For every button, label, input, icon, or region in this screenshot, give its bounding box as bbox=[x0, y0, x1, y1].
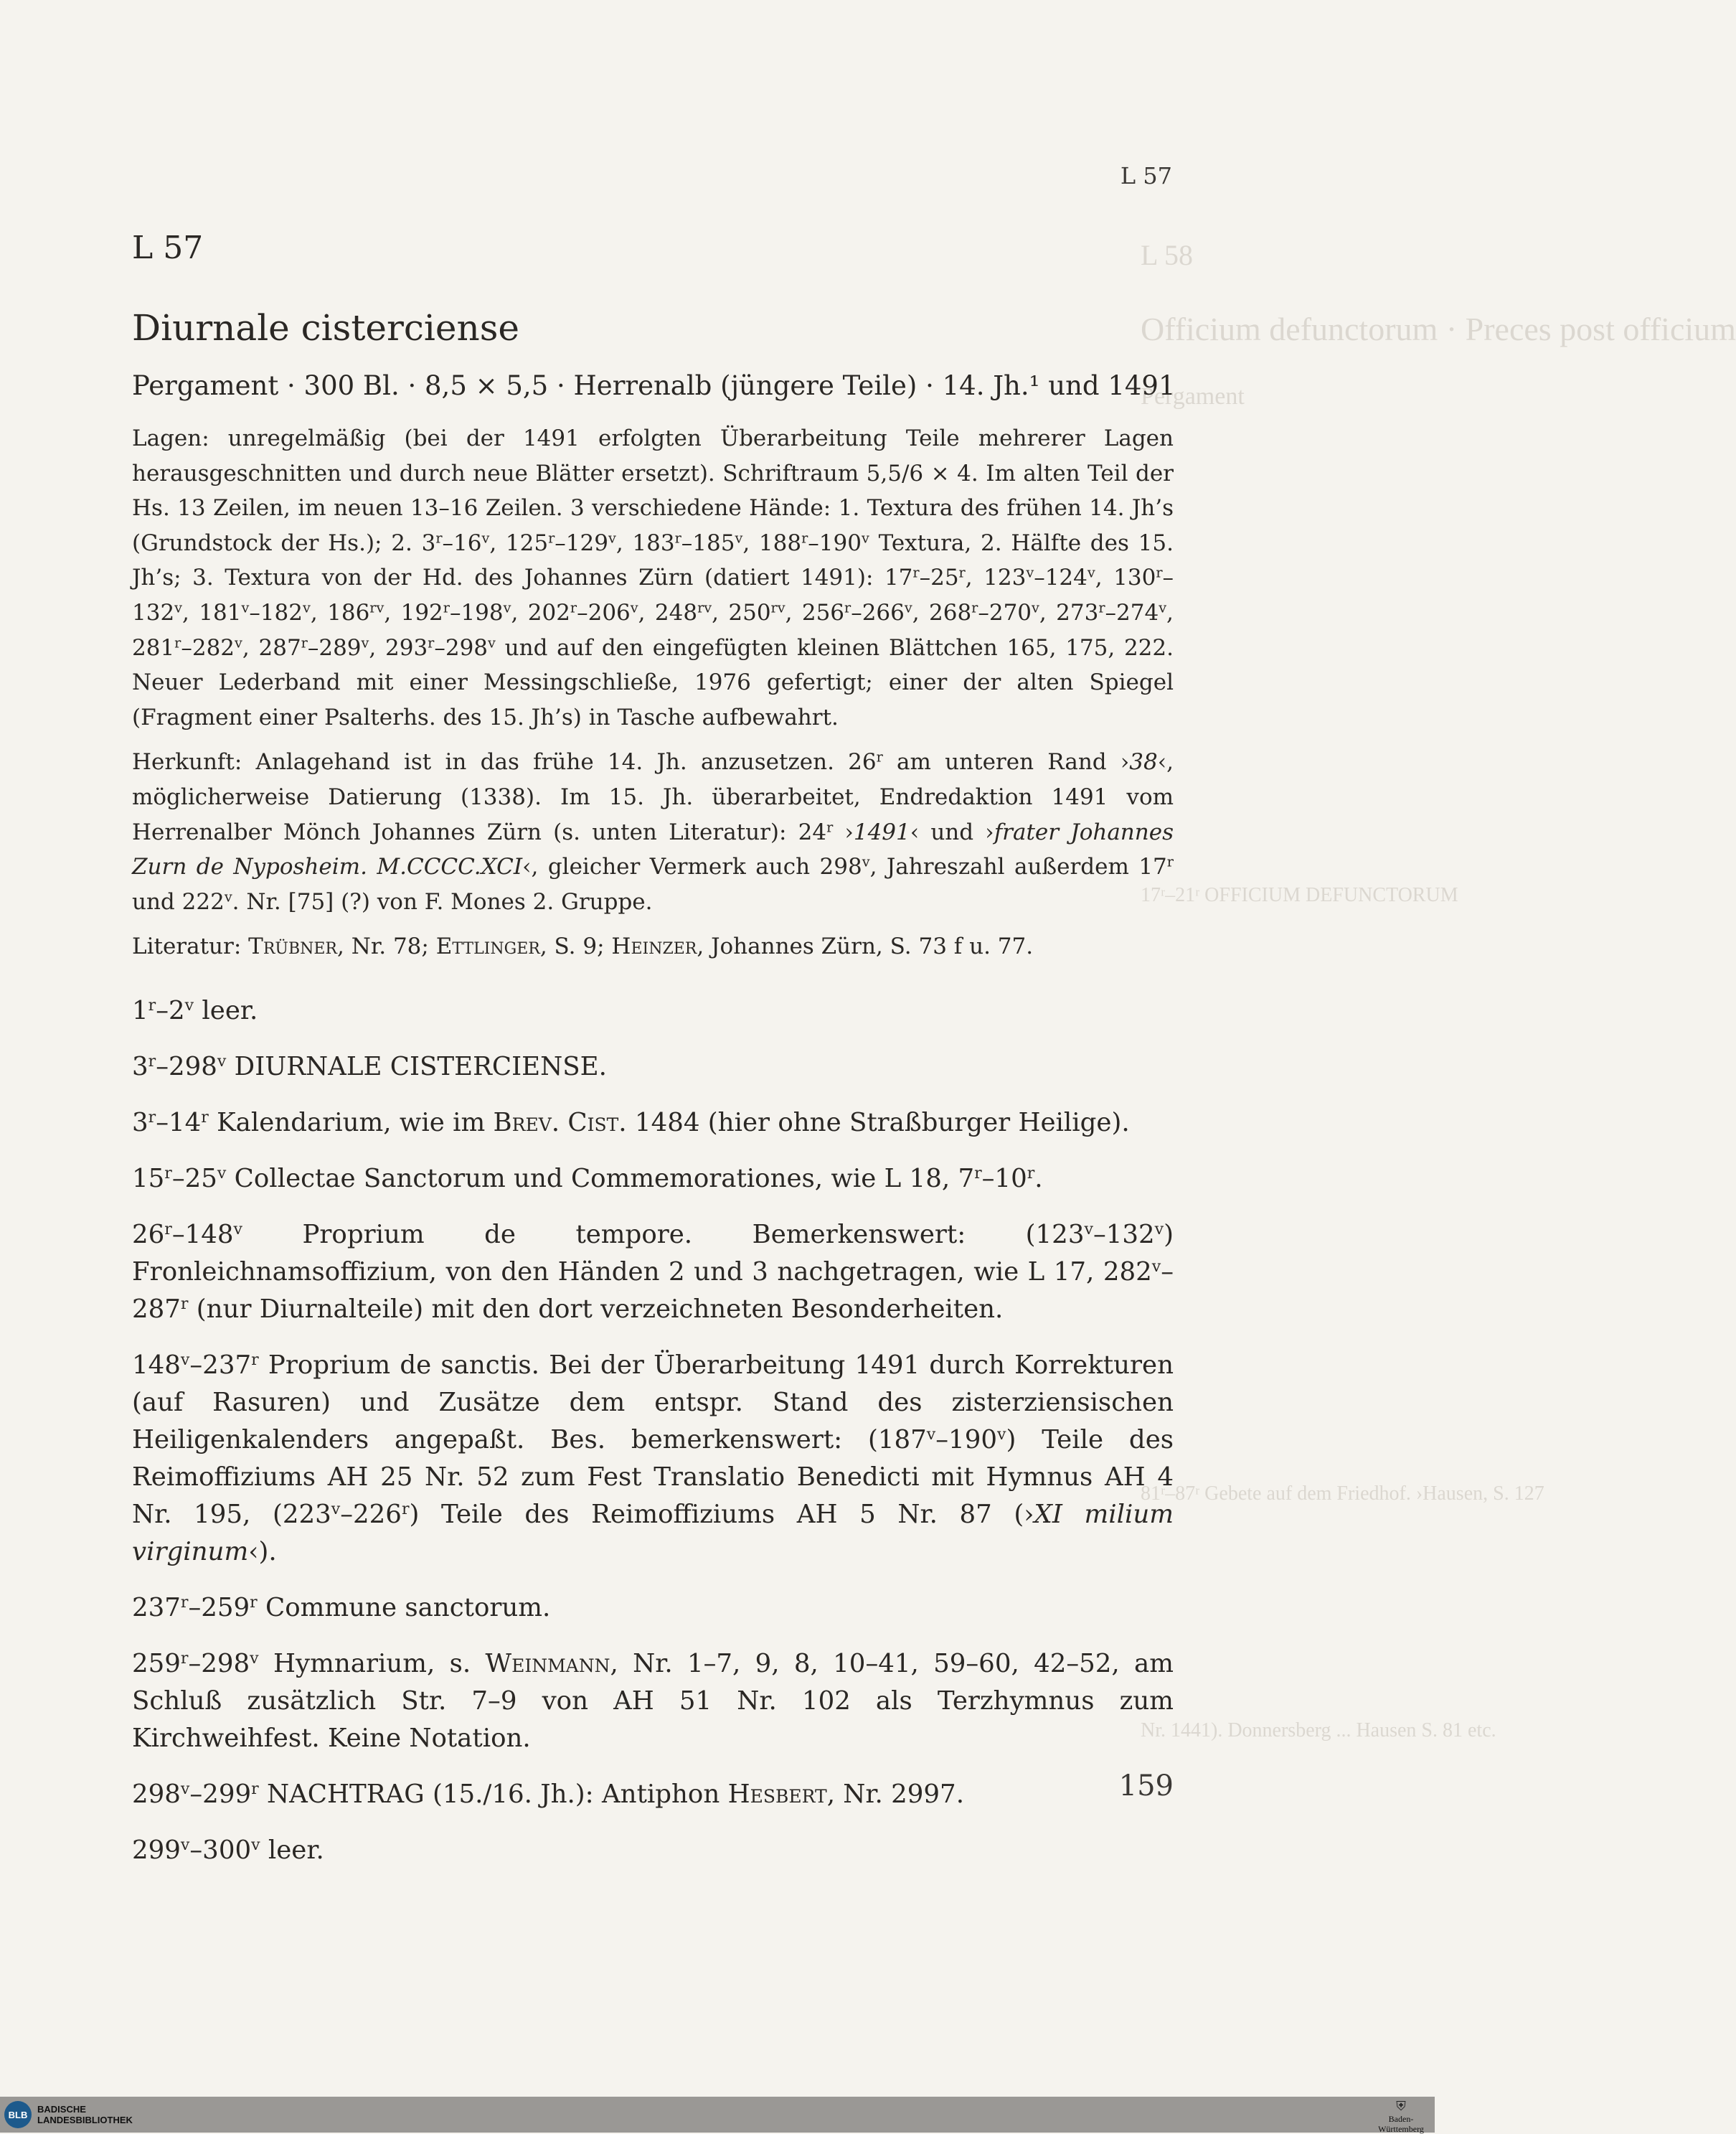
origin: Herrenalb (jüngere Teile) bbox=[573, 370, 917, 401]
content-item: 1$^r$–2$^v$ leer. bbox=[132, 996, 258, 1026]
show-through-line: 81ʳ–87ʳ Gebete auf dem Friedhof. ›Hausen, S. 127 bbox=[1141, 1482, 1544, 1505]
library-footer bbox=[0, 2097, 1435, 2133]
entry-id: L 57 bbox=[132, 230, 204, 266]
content-item: 259$^r$–298$^v$ Hymnarium, s. Weinmann, Nr. 1–7, 9, 8, 10–41, 59–60, 42–52, am Schluß zusätzlich Str. 7–9 von AH 51 Nr. 102 als Terzhymnus zum Kirchweihfest. Keine Notation. bbox=[132, 1649, 1174, 1754]
physical-summary: Pergament · 300 Bl. · 8,5 × 5,5 · Herrenalb (jüngere Teile) · 14. Jh.¹ und 1491 bbox=[132, 370, 1176, 401]
content-item: 299$^v$–300$^v$ leer. bbox=[132, 1835, 324, 1866]
content-item: 3$^r$–14$^r$ Kalendarium, wie im Brev. Cist. 1484 (hier ohne Straßburger Heilige). bbox=[132, 1108, 1130, 1138]
material: Pergament bbox=[132, 370, 279, 401]
library-logo bbox=[4, 2101, 133, 2128]
lagen-paragraph: Lagen: unregelmäßig (bei der 1491 erfolgten Überarbeitung Teile mehrerer Lagen herausgeschnitten und durch neue Blätter ersetzt). Schriftraum 5,5/6 × 4. Im alten Teil der Hs. 13 Zeilen, im neuen 13–16 Zeilen. 3 verschiedene Hände: 1. Textura des frühen 14. Jh’s (Grundstock der Hs.); 2. 3$^r$–16$^v$, 125$^r$–129$^v$, 183$^r$–185$^v$, 188$^r$–190$^v$ Textura, 2. Hälfte des 15. Jh’s; 3. Textura von der Hd. des Johannes Zürn (datiert 1491): 17$^r$–25$^r$, 123$^v$–124$^v$, 130$^r$–132$^v$, 181$^v$–182$^v$, $186^{rv}$, 192$^r$–198$^v$, 202$^r$–206$^v$, $248^{rv}$, $250^{rv}$, 256$^r$–266$^v$, 268$^r$–270$^v$, 273$^r$–274$^v$, 281$^r$–282$^v$, 287$^r$–289$^v$, 293$^r$–298$^v$ und auf den eingefügten kleinen Blättchen 165, 175, 222. Neuer Lederband mit einer Messingschließe, 1976 gefertigt; einer der alten Spiegel (Fragment einer Psalterhs. des 15. Jh’s) in Tasche aufbewahrt. bbox=[132, 426, 1174, 730]
content-item: 26$^r$–148$^v$ Proprium de tempore. Bemerkenswert: (123$^v$–132$^v$) Fronleichnamsoffizium, von den Händen 2 und 3 nachgetragen, wie L 17, 282$^v$–287$^r$ (nur Diurnalteile) mit den dort verzeichneten Besonderheiten. bbox=[132, 1220, 1174, 1325]
leaf-count: 300 Bl. bbox=[303, 370, 400, 401]
content-item: 3$^r$–298$^v$ DIURNALE CISTERCIENSE. bbox=[132, 1052, 607, 1082]
state-logo bbox=[1369, 2100, 1433, 2134]
date: 14. Jh.¹ und 1491 bbox=[942, 370, 1176, 401]
format: 8,5 × 5,5 bbox=[425, 370, 549, 401]
entry-title: Diurnale cisterciense bbox=[132, 307, 519, 349]
show-through-line: Nr. 1441). Donnersberg ... Hausen S. 81 etc. bbox=[1141, 1719, 1496, 1741]
blb-logo-icon: BLB bbox=[4, 2101, 32, 2128]
coat-of-arms-icon: ⛨ bbox=[1396, 2099, 1406, 2114]
herkunft-paragraph: Herkunft: Anlagehand ist in das frühe 14. Jh. anzusetzen. 26$^r$ am unteren Rand ›38‹, möglicherweise Datierung (1338). Im 15. Jh. überarbeitet, Endredaktion 1491 vom Herrenalber Mönch Johannes Zürn (s. unten Literatur): 24$^r$ ›1491‹ und ›frater Johannes Zurn de Nyposheim. M.CCCC.XCI‹, gleicher Vermerk auch 298$^v$, Jahreszahl außerdem 17$^r$ und 222$^v$. Nr. [75] (?) von F. Mones 2. Gruppe. bbox=[132, 748, 1174, 915]
content-item: 298$^v$–299$^r$ NACHTRAG (15./16. Jh.): Antiphon Hesbert, Nr. 2997. bbox=[132, 1780, 965, 1810]
show-through-line: Officium defunctorum · Preces post officium bbox=[1141, 311, 1736, 347]
page-number: 159 bbox=[1118, 1769, 1174, 1802]
state-name: Baden-Württemberg bbox=[1378, 2114, 1424, 2134]
literatur-paragraph: Literatur: Trübner, Nr. 78; Ettlinger, S. 9; Heinzer, Johannes Zürn, S. 73 f u. 77. bbox=[132, 934, 1034, 960]
content-item: 148$^v$–237$^r$ Proprium de sanctis. Bei der Überarbeitung 1491 durch Korrekturen (auf Rasuren) und Zusätze dem entspr. Stand des zisterziensischen Heiligenkalenders angepaßt. Bes. bemerkenswert: (187$^v$–190$^v$) Teile des Reimoffiziums AH 25 Nr. 52 zum Fest Translatio Benedicti mit Hymnus AH 4 Nr. 195, (223$^v$–226$^r$) Teile des Reimoffiziums AH 5 Nr. 87 (›XI milium virginum‹). bbox=[132, 1350, 1174, 1567]
running-head: L 57 bbox=[1120, 162, 1172, 189]
show-through-line: Pergament bbox=[1141, 383, 1245, 410]
library-name: BADISCHE LANDESBIBLIOTHEK bbox=[37, 2104, 133, 2125]
show-through-line: L 58 bbox=[1141, 239, 1193, 271]
entry-body bbox=[132, 370, 1174, 1888]
content-item: 15$^r$–25$^v$ Collectae Sanctorum und Commemorationes, wie L 18, 7$^r$–10$^r$. bbox=[132, 1164, 1043, 1194]
show-through-line: 17ʳ–21ʳ OFFICIUM DEFUNCTORUM bbox=[1141, 884, 1458, 906]
content-item: 237$^r$–259$^r$ Commune sanctorum. bbox=[132, 1593, 551, 1623]
